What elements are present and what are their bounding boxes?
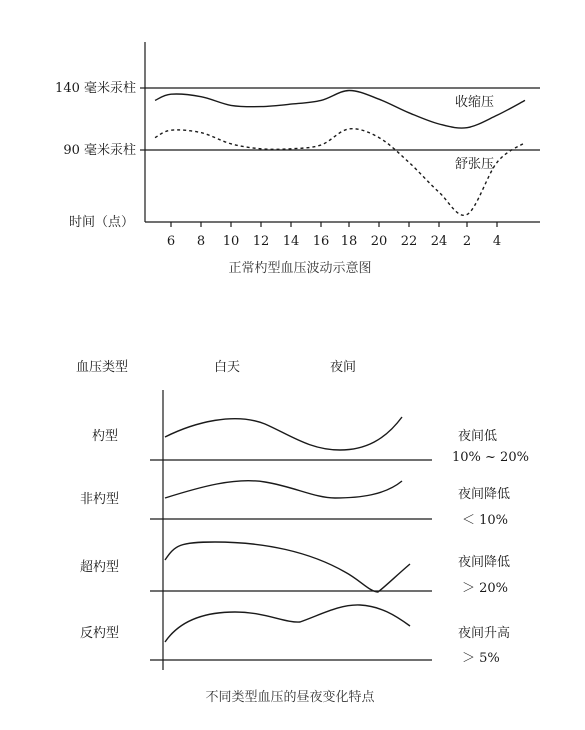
x-tick-label: 18 xyxy=(340,234,358,249)
x-axis-label: 时间（点） xyxy=(68,215,134,230)
curve-dipper xyxy=(165,417,402,450)
x-tick-label: 22 xyxy=(400,234,418,249)
normal-dipper-bp-chart xyxy=(0,0,585,300)
type-label-extreme-dipper: 超杓型 xyxy=(80,560,120,575)
type-label-reverse-dipper: 反杓型 xyxy=(80,626,120,641)
series-label-systolic: 收缩压 xyxy=(455,95,495,110)
type-label-non-dipper: 非杓型 xyxy=(80,492,120,507)
note-reverse-dipper-line2: ＞ 5% xyxy=(462,651,500,666)
chart2-caption: 不同类型血压的昼夜变化特点 xyxy=(205,690,375,705)
curve-reverse-dipper xyxy=(165,605,410,642)
note-non-dipper-line2: ＜ 10% xyxy=(462,513,509,528)
x-tick-label: 14 xyxy=(282,234,300,249)
note-extreme-dipper-line2: ＞ 20% xyxy=(462,581,509,596)
x-tick-label: 24 xyxy=(430,234,448,249)
note-reverse-dipper-line1: 夜间升高 xyxy=(458,626,511,641)
curve-non-dipper xyxy=(165,481,402,498)
header-bp-type: 血压类型 xyxy=(76,360,129,375)
x-tick-label: 8 xyxy=(196,234,206,249)
note-extreme-dipper-line1: 夜间降低 xyxy=(458,555,511,570)
bp-types-chart xyxy=(0,340,585,720)
note-dipper-line1: 夜间低 xyxy=(458,429,498,444)
x-tick-label: 12 xyxy=(252,234,270,249)
diastolic-curve xyxy=(155,129,525,216)
ref-label-90: 90 毫米汞柱 xyxy=(63,143,136,158)
x-tick-label: 6 xyxy=(166,234,176,249)
header-daytime: 白天 xyxy=(214,360,241,375)
header-night: 夜间 xyxy=(330,360,357,375)
x-tick-label: 10 xyxy=(222,234,240,249)
ref-label-140: 140 毫米汞柱 xyxy=(55,81,136,96)
x-tick-group xyxy=(167,222,501,249)
x-tick-label: 20 xyxy=(370,234,388,249)
note-non-dipper-line1: 夜间降低 xyxy=(458,487,511,502)
chart1-caption: 正常杓型血压波动示意图 xyxy=(228,261,372,276)
x-tick-label: 4 xyxy=(492,234,502,249)
series-label-diastolic: 舒张压 xyxy=(455,157,495,172)
curve-extreme-dipper xyxy=(165,542,410,592)
x-tick-label: 16 xyxy=(312,234,330,249)
note-dipper-line2: 10% ~ 20% xyxy=(452,450,529,465)
type-label-dipper: 杓型 xyxy=(92,429,119,444)
x-tick-label: 2 xyxy=(462,234,472,249)
